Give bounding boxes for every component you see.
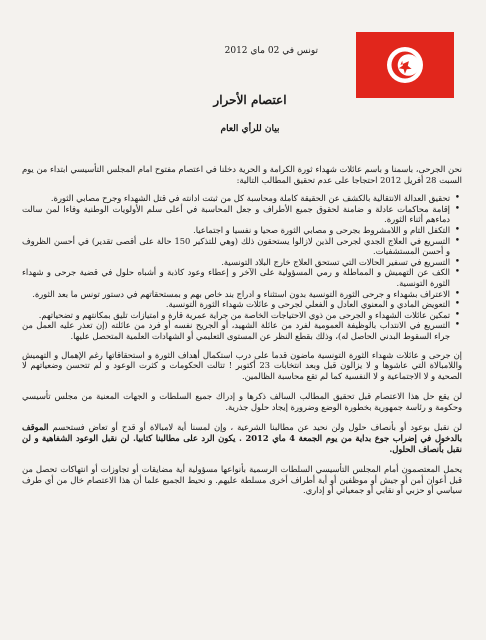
demand-item: • إقامة محاكمات عادلة و ضامنة لحقوق جميع الأطراف و جعل المحاسبة في أعلى سلم الأولويات الوطنية وفاءا لمن سالت دماءهم أثناء الثورة.	[22, 204, 450, 225]
demand-item: • الكف عن التهميش و المماطلة و رمي المسؤولية على الآخر و إعطاء وعود كاذبة و أشباه حلول في قضية جرحى و شهداء الثورة التونسية.	[22, 267, 450, 288]
paragraph-neglect: إن جرحى و عائلات شهداء الثورة التونسية ماضون قدما على درب استكمال أهداف الثورة و استحقاقاتها رغم الإهمال و التهميش واللامبالاة التي عاشوها و لا يزالون قبل وبعد انتخابات 23 أكتوبر ! تتالت الحكومات و كثرت الوعود و لم تتحسن وضعياتهم لا الصحية و لا الاجتماعية و لا النفسية كما لم تقع محاسبة الظالمين.	[22, 349, 462, 381]
paragraph-hunger-strike	[22, 422, 462, 454]
demand-item: • تمكين عائلات الشهداء و الجرحى من ذوي الاحتياجات الخاصة من جراية عمرية قارة و امتيازات تليق بمكانتهم و تضحياتهم.	[22, 310, 450, 321]
paragraph-responsibility: يحمل المعتصمون أمام المجلس التأسيسي السلطات الرسمية بأنواعها مسؤولية أية مضايقات أو تجاوزات أو انتهاكات تحصل من قبل أعوان أمن أو جيش أو موظفين أو أية أطراف أخرى مسلطة عليهم. و نحيط الجميع علما أن هذا الاعتصام خال من أي طرف سياسي أو حزبي أو نقابي أو جمعياتي أو إداري.	[22, 464, 462, 496]
demand-item: • التكفل التام و اللامشروط بجرحى و مصابي الثورة صحيا و نفسيا و اجتماعيا.	[22, 225, 450, 236]
demand-item: • تحقيق العدالة الانتقالية بالكشف عن الحقيقة كاملة ومحاسبة كل من ثبتت ادانته في قتل الشهداء وجرح مصابي الثورة.	[22, 193, 450, 204]
demands-list	[22, 193, 462, 341]
document-title: اعتصام الأحرار	[213, 93, 287, 107]
document-date: تونس في 02 ماي 2012	[224, 46, 318, 56]
demand-item: • التعويض المادي و المعنوي العادل و الفعلي لجرحى و عائلات شهداء الثورة التونسية.	[22, 299, 450, 310]
demand-item: • التسريع في الانتداب بالوظيفة العمومية لفرد من عائلة الشهيد، أو الجريح نفسه أو فرد من عائلته (إن تعذر عليه العمل من جراء السقوط البدني الحاصل له)، وذلك بقطع النظر عن المستوى التعليمي أو الشهادات العلمية المتحصل عليها.	[22, 320, 450, 341]
intro-paragraph: نحن الجرحى، باسمنا و باسم عائلات شهداء ثورة الكرامة و الحرية دخلنا في اعتصام مفتوح امام المجلس التأسيسي ابتداء من يوم السبت 28 أفريل 2012 احتجاجا على عدم تحقيق المطالب التالية:	[22, 164, 462, 185]
hunger-strike-text: لن نقبل بوعود أو بأنصاف حلول ولن نحيد عن مطالبنا الشرعية ، وإن لمسنا أية لامبالاة أو قدح أو تعاض فستحسم	[48, 422, 462, 433]
hunger-strike-bold-text: الموقف بالدخول في إضراب جوع بداية من يوم الجمعة 4 ماي 2012 . يكون الرد على مطالبنا كتابيا. لن نقبل الوعود الشفاهية و لن نقبل بأنصاف الحلول.	[22, 422, 463, 454]
document-subtitle: بيان للرأي العام	[220, 124, 280, 134]
demand-item: • التسريع في العلاج الجدي لجرحى الذين لازالوا يستحقون ذلك (وهي للتذكير 150 حالة على أقصى تقدير) في أحسن الظروف و أحسن المستشفيات.	[22, 236, 450, 257]
paragraph-conditions: لن يقع حل هذا الاعتصام قبل تحقيق المطالب السالف ذكرها و إدراك جميع السلطات و الجهات المعنية من مجلس تأسيسي وحكومة و رئاسة جمهورية بخطورة الوضع وضرورة إيجاد حلول جذرية.	[22, 391, 462, 412]
demand-item: • التسريع في تسفير الحالات التي تستحق العلاج خارج البلاد التونسية.	[22, 257, 450, 268]
demand-item: • الاعتراف بشهداء و جرحى الثورة التونسية بدون استثناء و ادراج بند خاص بهم و بمستحقاتهم في دستور تونس ما بعد الثورة.	[22, 289, 450, 300]
tunisia-flag-icon	[356, 32, 454, 98]
document-body	[22, 164, 462, 506]
